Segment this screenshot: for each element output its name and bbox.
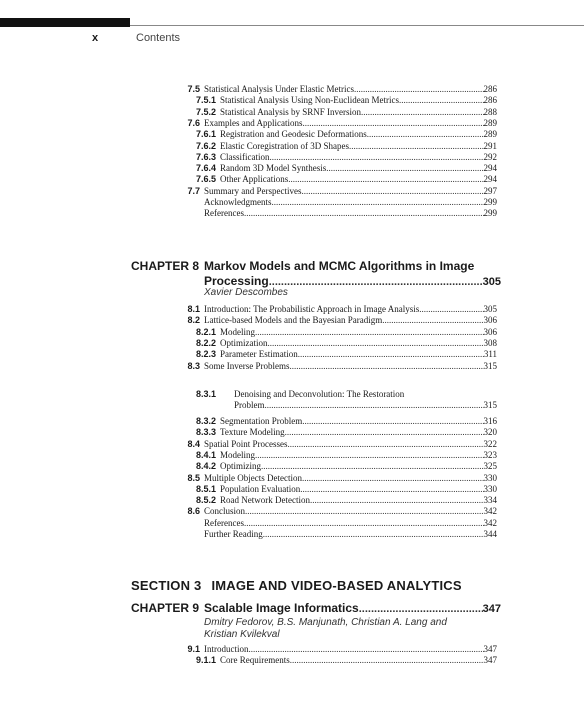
leader-dots [288,174,483,185]
toc-entry[interactable] [160,506,497,517]
entry-number: 8.2.2 [195,337,216,348]
entry-page: 342 [483,517,497,528]
entry-page: 308 [483,337,497,348]
entry-page: 334 [483,495,497,506]
toc-entry[interactable] [160,315,497,326]
chapter-title: Scalable Image Informatics ..... 347 [204,601,501,616]
entry-page: 315 [483,360,497,371]
entry-page: 305 [483,304,497,314]
entry-page: 347 [483,644,497,654]
entry-number: 8.3.3 [195,427,216,438]
entry-page: 320 [483,427,497,438]
toc-entry[interactable] [160,518,497,529]
entry-number: 8.4.1 [195,449,216,460]
chapter-page: 347 [482,603,501,615]
entry-title: Core Requirements [220,655,290,666]
entry-title: Statistical Analysis by SRNF Inversion [220,106,362,117]
entry-number: 9.1 [187,644,200,654]
toc-entry[interactable] [160,95,497,106]
toc-entry[interactable] [160,461,497,472]
entry-title: Classification [220,151,270,162]
entry-number: 7.7 [187,185,200,196]
toc-entry[interactable] [160,473,497,484]
leader-dots [244,518,484,529]
entry-title: References [204,208,244,219]
entry-page: 344 [483,529,497,539]
entry-number: 9.1.1 [195,655,216,666]
leader-dots [263,529,484,540]
leader-dots [382,315,483,326]
entry-page: 306 [483,326,497,337]
toc-entry[interactable] [160,163,497,174]
entry-title: Other Applications [220,174,289,185]
leader-dots [255,450,484,461]
toc-entry[interactable] [160,439,497,450]
entry-title: Examples and Applications [204,117,303,128]
entry-page: 330 [483,472,497,483]
leader-dots [285,427,484,438]
entry-title: Summary and Perspectives [204,185,302,196]
leader-dots [302,416,483,427]
entry-title: Road Network Detection [220,495,310,506]
toc-entry[interactable] [160,84,497,95]
leader-dots [361,107,483,118]
leader-dots [268,338,484,349]
entry-number: 7.6.2 [195,140,216,151]
entry-title: Optimizing [220,461,261,472]
entry-title: Optimization [220,337,268,348]
toc-entry[interactable] [160,208,497,219]
running-head-title: Contents [136,32,181,44]
entry-title: Elastic Coregistration of 3D Shapes [220,140,349,151]
leader-dots [302,473,484,484]
entry-page: 347 [483,655,497,666]
entry-number: 7.6.1 [195,129,216,140]
toc-entry[interactable] [160,152,497,163]
toc-entry[interactable] [160,107,497,118]
toc-entry[interactable] [160,484,497,495]
entry-number: 8.2.1 [195,326,216,337]
entry-title: Registration and Geodesic Deformations [220,129,367,140]
leader-dots [298,349,484,360]
leader-dots [261,461,484,472]
entry-number: 8.3.2 [195,416,216,426]
section-label: SECTION 3 [131,578,202,593]
entry-title: Acknowledgments [204,197,272,207]
section-title: IMAGE AND VIDEO-BASED ANALYTICS [211,578,462,593]
entry-title: Texture Modeling [220,427,285,438]
leader-dots [290,655,484,666]
entry-title: Lattice-based Models and the Bayesian Paradigm [204,315,383,326]
entry-number: 7.6.3 [195,151,216,162]
toc-entry[interactable] [160,361,497,372]
leader-dots [301,186,483,197]
toc-entry[interactable] [160,644,497,655]
entry-page: 306 [483,315,497,326]
toc-entry-8-3-1[interactable]: 8.3.1 Denoising and Deconvolution: The Restoration Problem ..... 315 [160,389,497,411]
entry-number: 7.6 [187,117,200,128]
entry-number: 7.6.5 [195,174,216,185]
toc-entry[interactable] [160,450,497,461]
chapter-label: CHAPTER 8 [131,259,200,273]
entry-page: 294 [483,163,497,174]
chapter-label: CHAPTER 9 [131,601,200,615]
entry-page: 286 [483,95,497,106]
toc-entry[interactable] [160,655,497,666]
entry-title: Statistical Analysis Using Non-Euclidean Metrics [220,95,399,106]
leader-dots [244,208,484,219]
entry-title: Statistical Analysis Under Elastic Metrics [204,84,354,94]
leader-dots [367,129,484,140]
entry-page: 291 [483,140,497,151]
toc-entry[interactable] [160,529,497,540]
entry-number: 7.6.4 [195,163,216,174]
entry-title: Segmentation Problem [220,416,303,426]
toc-entry[interactable] [160,129,497,140]
chapter-9-authors: Dmitry Fedorov, B.S. Manjunath, Christian A. Lang and Kristian Kvilekval [204,617,447,640]
leader-dots [288,439,484,450]
entry-page: 288 [483,106,497,117]
toc-entry[interactable] [160,327,497,338]
leader-dots [302,118,483,129]
leader-dots [270,152,484,163]
entry-title: Random 3D Model Synthesis [220,163,327,174]
entry-number: 8.5.1 [195,483,216,494]
leader-dots [349,141,484,152]
entry-number: 8.4 [187,438,200,449]
entry-page: 325 [483,461,497,472]
toc-entry[interactable] [160,495,497,506]
header-rule [130,25,584,26]
entry-page: 342 [483,506,497,517]
entry-page: 299 [483,197,497,207]
entry-title: Spatial Point Processes [204,438,288,449]
toc-entry[interactable] [160,427,497,438]
entry-number: 8.3 [187,360,200,371]
toc-entry[interactable] [160,416,497,427]
entry-title: Further Reading [204,529,263,539]
chapter-page: 305 [482,276,501,288]
entry-number: 7.5.2 [195,106,216,117]
chapter-title-line2: Processing ..... 305 [204,274,501,289]
chapter-8-heading[interactable] [131,259,501,289]
entry-page: 330 [483,483,497,494]
chapter-9-heading[interactable] [131,601,501,616]
entry-page: 322 [483,438,497,449]
entry-number: 8.1 [187,304,200,314]
leader-dots [245,506,483,517]
entry-page: 311 [483,349,497,360]
leader-dots [249,644,484,655]
entry-title: Introduction: The Probabilistic Approach in Image Analysis [204,304,420,314]
entry-page: 286 [483,84,497,94]
leader-dots [255,327,484,338]
leader-dots [354,84,484,95]
entry-number: 8.5.2 [195,495,216,506]
toc-entry[interactable] [160,186,497,197]
toc-entry[interactable] [160,304,497,315]
entry-number: 8.6 [187,506,200,517]
entry-page: 323 [483,449,497,460]
entry-title: References [204,517,244,528]
toc-entry[interactable] [160,174,497,185]
leader-dots [326,163,483,174]
entry-number: 8.2.3 [195,349,216,360]
entry-page: 299 [483,208,497,219]
section-3-heading[interactable] [131,578,472,593]
entry-number: 8.5 [187,472,200,483]
entry-number: 8.4.2 [195,461,216,472]
entry-title: Population Evaluation [220,483,301,494]
entry-page: 292 [483,151,497,162]
entry-number: 7.5 [187,84,200,94]
entry-page: 294 [483,174,497,185]
leader-dots [310,495,484,506]
leader-dots [419,304,483,315]
entry-number: 7.5.1 [195,95,216,106]
entry-title: Introduction [204,644,249,654]
entry-title: Conclusion [204,506,246,517]
leader-dots [300,484,483,495]
entry-title: Some Inverse Problems [204,360,290,371]
toc-entry[interactable] [160,349,497,360]
chapter-8-author: Xavier Descombes [204,287,288,298]
entry-title: Modeling [220,449,255,460]
leader-dots [399,95,484,106]
entry-page: 297 [483,185,497,196]
entry-page: 289 [483,117,497,128]
entry-title: Modeling [220,326,255,337]
chapter-title-line1: Markov Models and MCMC Algorithms in Image [204,259,475,273]
toc-entry[interactable] [160,338,497,349]
toc-entry[interactable] [160,118,497,129]
entry-page: 289 [483,129,497,140]
toc-entry[interactable] [160,197,497,208]
entry-title: Multiple Objects Detection [204,472,302,483]
entry-title: Parameter Estimation [220,349,298,360]
toc-entry[interactable] [160,141,497,152]
leader-dots [290,361,484,372]
leader-dots [272,197,484,208]
page-number: x [92,32,99,44]
header-bar [0,18,130,27]
entry-number: 8.2 [187,315,200,326]
entry-page: 316 [483,416,497,426]
